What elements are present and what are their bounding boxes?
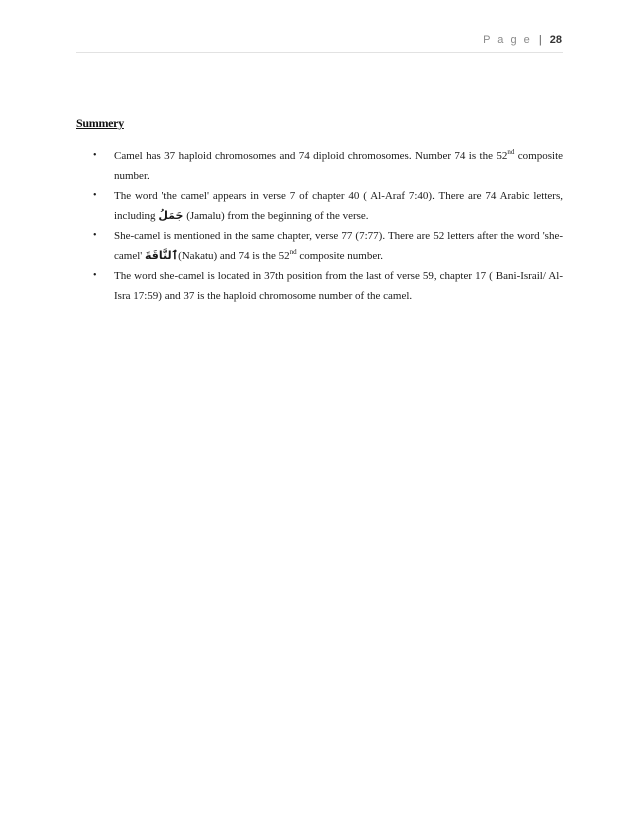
page-number: 28 <box>549 34 562 46</box>
list-item-the-camel <box>76 186 563 226</box>
item-text: (Nakatu) and 74 is the 52 <box>178 250 290 262</box>
bullet-icon: • <box>93 270 97 281</box>
item-text: composite number. <box>114 150 564 182</box>
item-text: (Jamalu) from the beginning of the verse. <box>183 210 369 222</box>
bullet-icon: • <box>93 190 97 201</box>
item-text: The word she-camel is located in 37th position from the last of verse 59, chapter 17 ( Bani-Israil/ Al-Isra 17:59) and 37 is the haploid chromosome number of the camel. <box>114 270 563 302</box>
item-text: Camel has 37 haploid chromosomes and 74 diploid chromosomes. Number 74 is the 52 <box>114 150 508 162</box>
item-text: She-camel is mentioned in the same chapter, verse 77 (7:77). There are 52 letters after the word 'she-camel' <box>114 230 563 262</box>
page-header <box>483 34 562 46</box>
summary-list <box>76 146 563 306</box>
arabic-word: جَمَلُ <box>158 209 184 222</box>
section-title: Summery <box>76 116 124 130</box>
page-label: P a g e <box>483 34 532 46</box>
header-separator: | <box>538 34 542 46</box>
list-item-position <box>76 266 563 306</box>
ordinal-suffix: nd <box>289 248 297 256</box>
bullet-icon: • <box>93 150 97 161</box>
list-item-chromosomes <box>76 146 563 186</box>
ordinal-suffix: nd <box>507 148 515 156</box>
item-text: composite number. <box>296 250 384 262</box>
item-text: The word 'the camel' appears in verse 7 of chapter 40 ( Al-Araf 7:40). There are 74 Arabic letters, including <box>114 190 563 222</box>
bullet-icon: • <box>93 230 97 241</box>
arabic-word: ٱلنَّاقَةَ <box>145 249 179 262</box>
list-item-she-camel <box>76 226 563 266</box>
header-divider <box>76 52 563 53</box>
